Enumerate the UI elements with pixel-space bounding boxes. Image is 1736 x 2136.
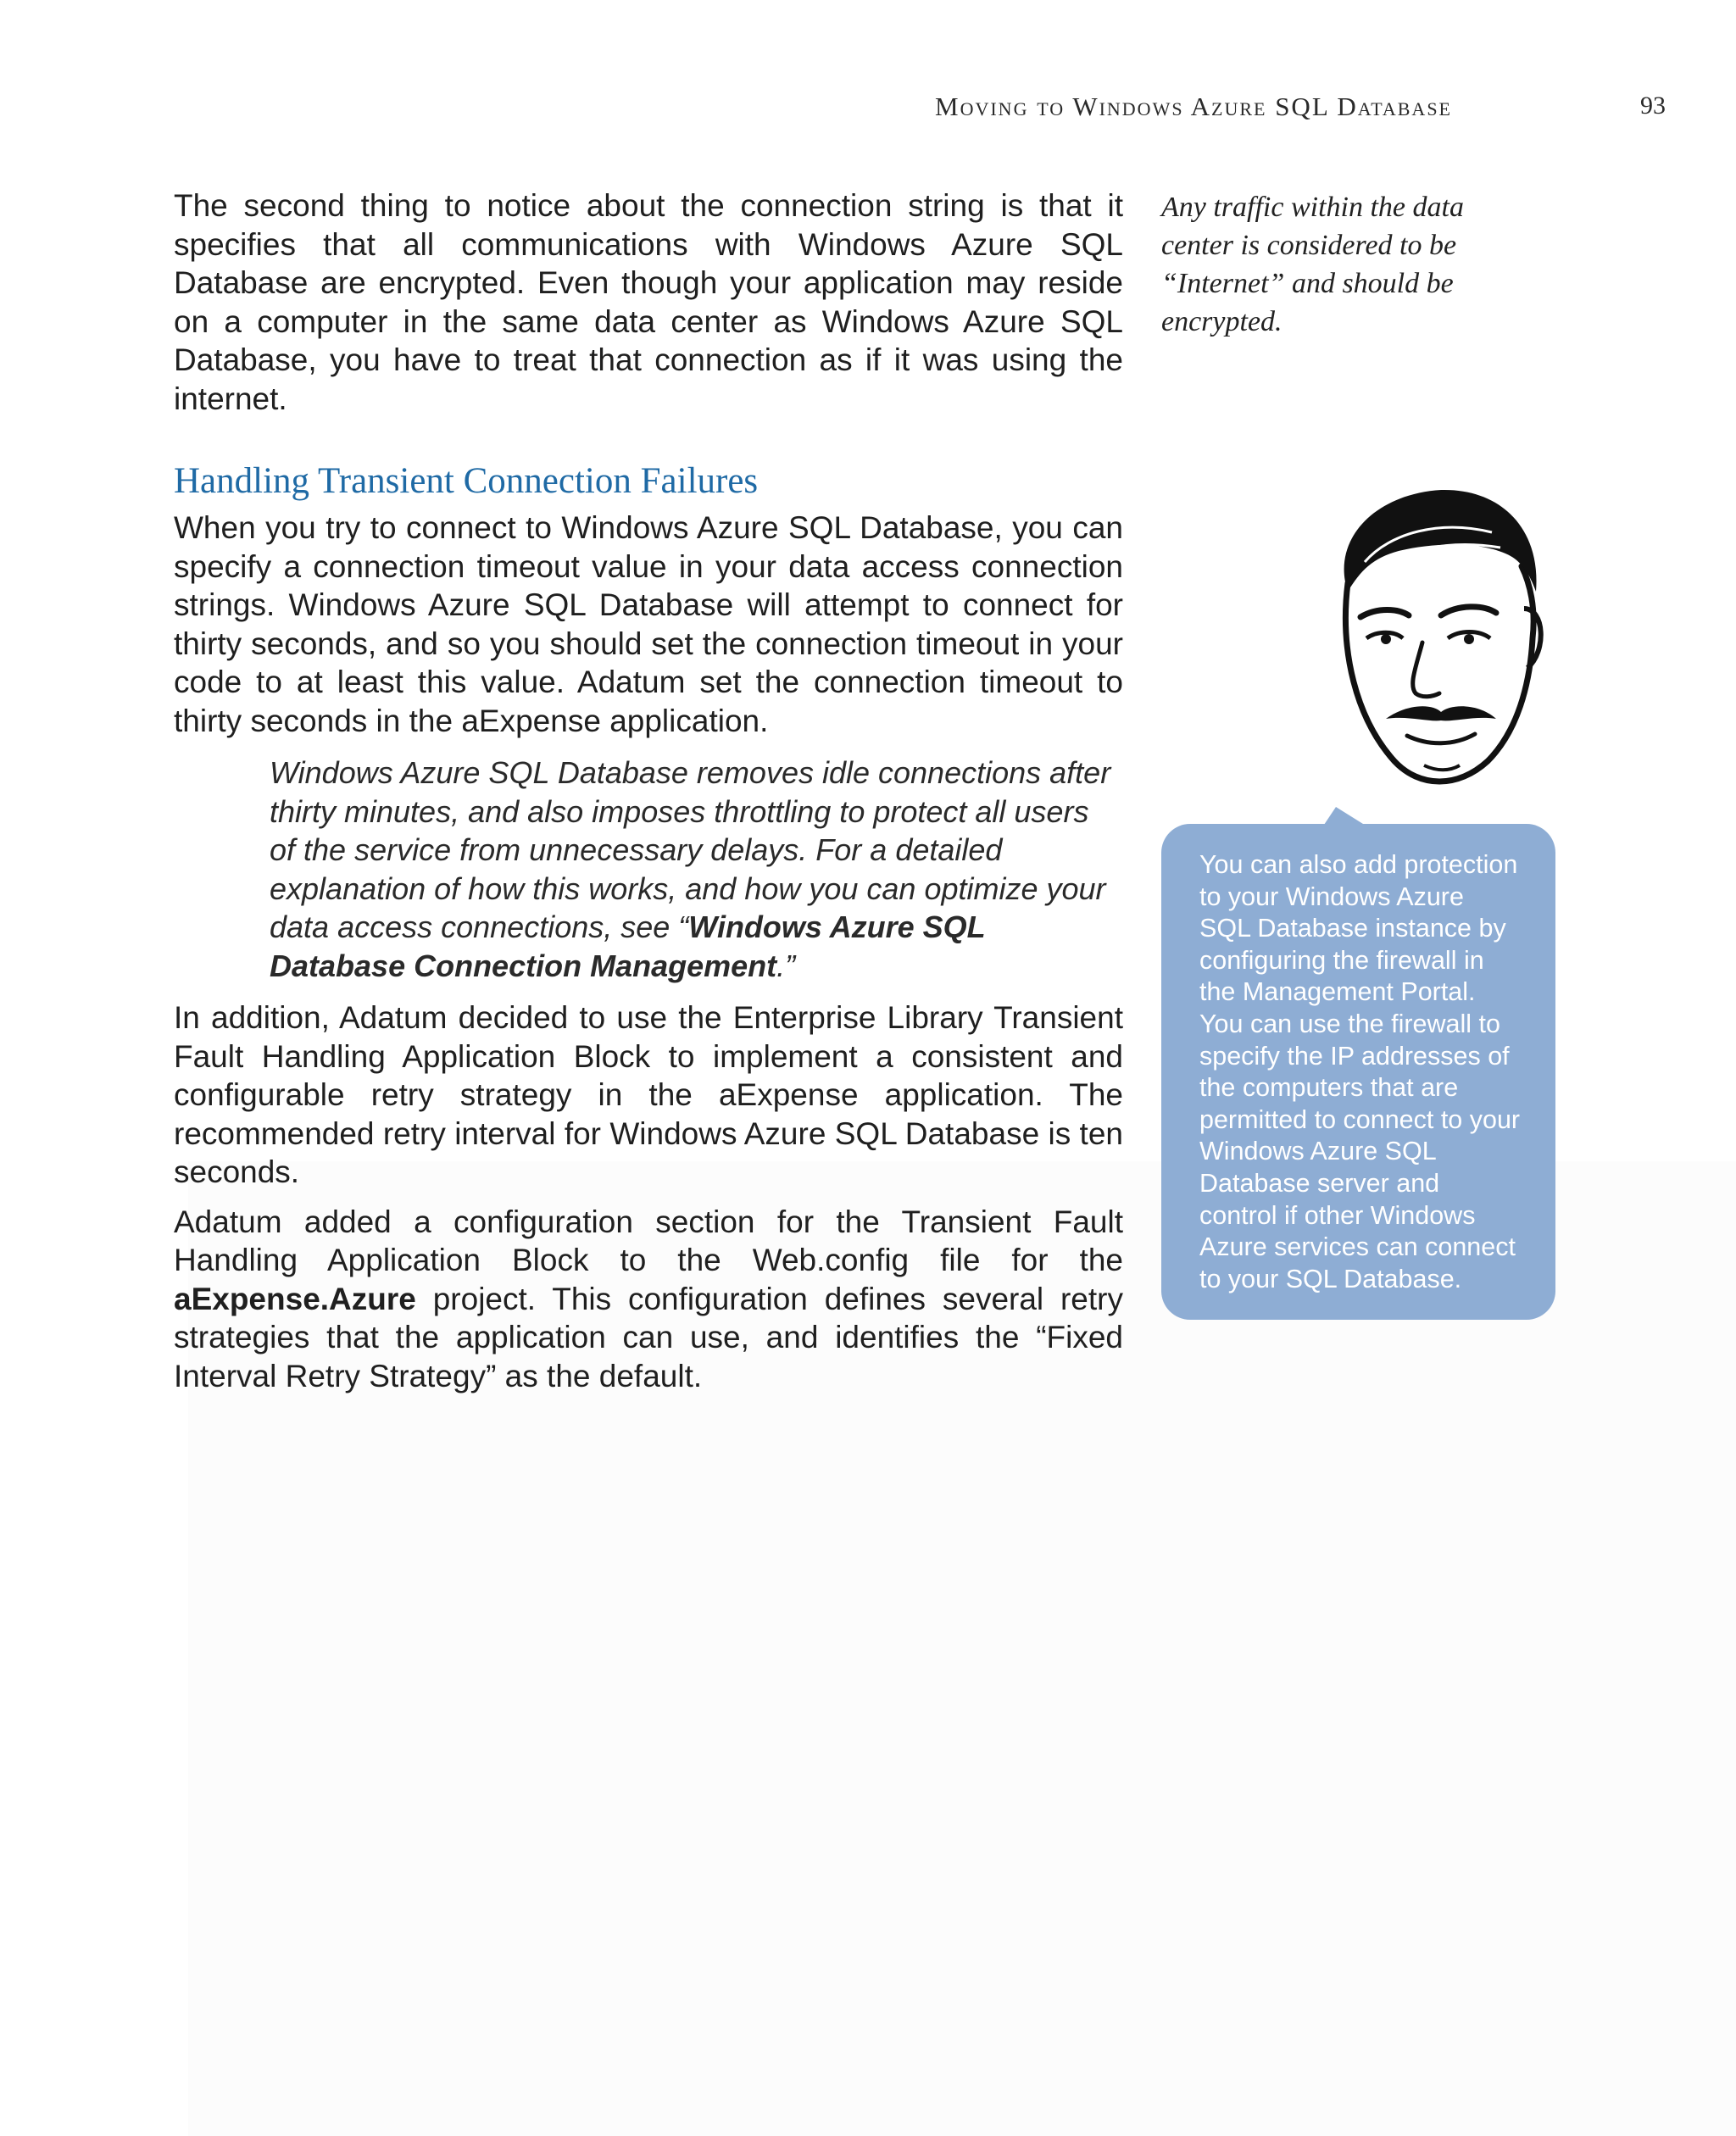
note-text: Windows Azure SQL Database removes idle connections after thirty minutes, and also imposes throttling to protect all users of the service from unnecessary delays. For a detailed explanation of how this works, and how you can optimize your data access connections, see “ [270,755,1111,944]
p4-end: project. This configuration defines several retry strategies that the application can use, and identifies the “Fixed Interval Retry Strategy” as the default. [174,1281,1123,1393]
main-column [174,186,1123,1395]
note-end: .” [776,948,796,983]
note-link[interactable]: Windows Azure SQL Database Connection Management [270,909,985,983]
speech-bubble-text: You can also add protection to your Windows Azure SQL Database instance by configuring the firewall in the Management Portal. You can use the firewall to specify the IP addresses of the computers that are permitted to connect to your Windows Azure SQL Database server and control if other Windows Azure services can connect to your SQL Database. [1199,850,1521,1293]
paragraph-configuration [174,1203,1123,1396]
section-heading: Handling Transient Connection Failures [174,461,759,501]
speech-bubble [1161,824,1555,1320]
paragraph-connection-string: The second thing to notice about the connection string is that it specifies that all communications with Windows Azure SQL Database are encrypted. Even though your application may reside on a computer in the same data center as Windows Azure SQL Database, you have to treat that connection as if it was using the internet. [174,188,1123,416]
project-name: aExpense.Azure [174,1281,416,1316]
note-idle-connections [270,754,1121,985]
character-avatar-icon [1314,481,1551,795]
running-head: Moving to Windows Azure SQL Database [935,92,1452,121]
margin-note: Any traffic within the data center is considered to be “Internet” and should be encrypted. [1161,192,1464,337]
page-number: 93 [1640,92,1666,120]
paragraph-retry-strategy: In addition, Adatum decided to use the Enterprise Library Transient Fault Handling Application Block to implement a consistent and configurable retry strategy in the aExpense application. The recommended retry interval for Windows Azure SQL Database is ten seconds. [174,1000,1123,1189]
paragraph-connection-timeout: When you try to connect to Windows Azure SQL Database, you can specify a connection timeout value in your data access connection strings. Windows Azure SQL Database will attempt to connect for thirty seconds, and so you should set the connection timeout in your code to at least this value. Adatum set the connection timeout to thirty seconds in the aExpense application. [174,510,1123,738]
p4-start: Adatum added a configuration section for the Transient Fault Handling Application Block to the Web.config file for the [174,1204,1123,1277]
